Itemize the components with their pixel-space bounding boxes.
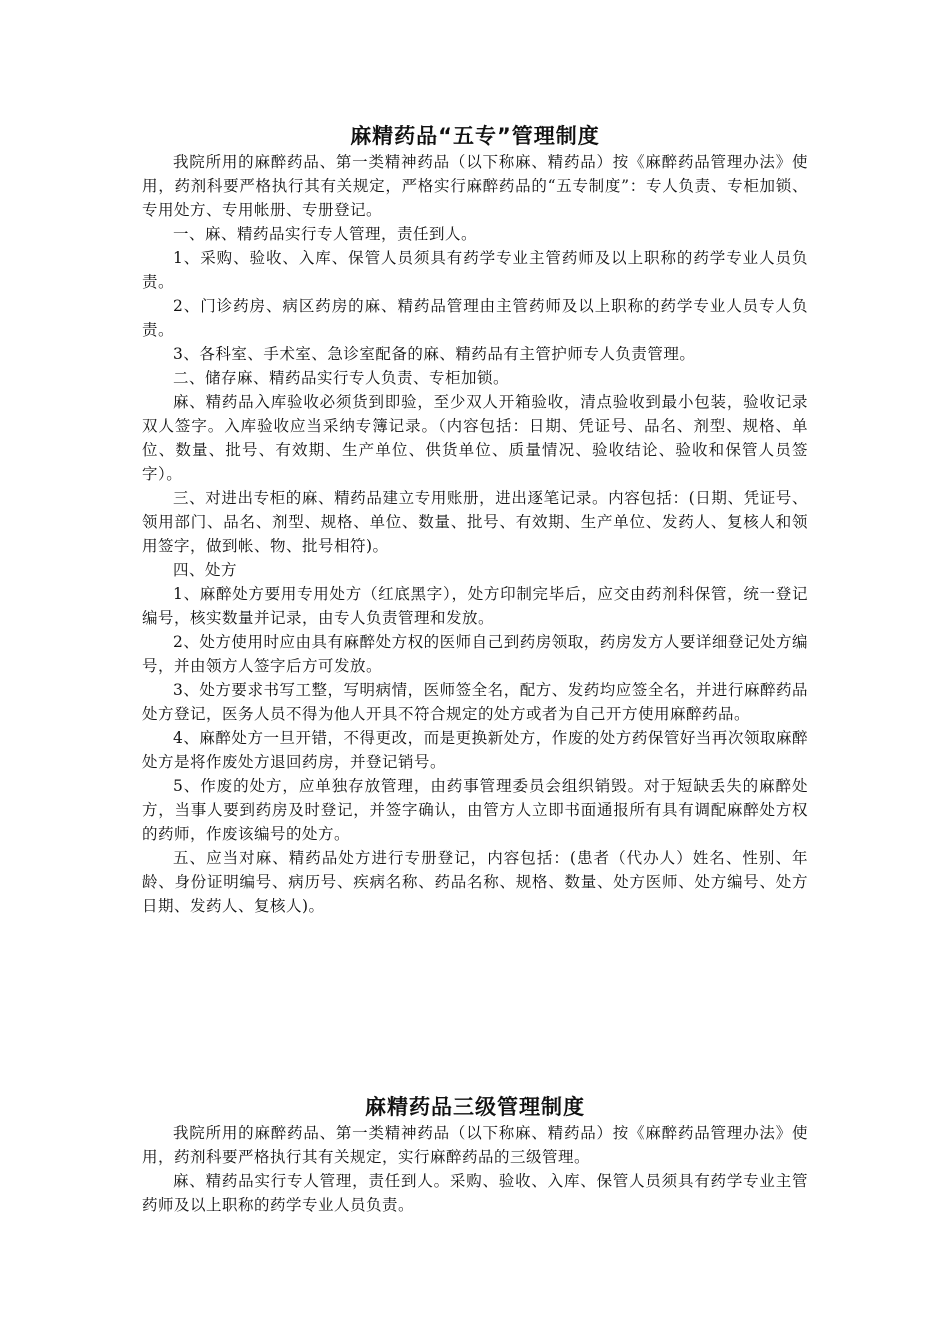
paragraph: 5、作废的处方，应单独存放管理，由药事管理委员会组织销毁。对于短缺丢失的麻醉处方，当事人要到药房及时登记，并签字确认，由管方人立即书面通报所有具有调配麻醉处方权的药师，作废该编号的处方。 (142, 777, 808, 843)
paragraph: 三、对进出专柜的麻、精药品建立专用账册，进出逐笔记录。内容包括：(日期、凭证号、领用部门、品名、剂型、规格、单位、数量、批号、有效期、生产单位、发药人、复核人和领用签字，做到帐、物、批号相符)。 (142, 489, 808, 555)
paragraph: 麻、精药品入库验收必须货到即验，至少双人开箱验收，清点验收到最小包装，验收记录双人签字。入库验收应当采纳专簿记录。（内容包括：日期、凭证号、品名、剂型、规格、单位、数量、批号、有效期、生产单位、供货单位、质量情况、验收结论、验收和保管人员签字）。 (142, 393, 808, 483)
section-three-level-management (142, 1093, 808, 1217)
paragraph: 1、麻醉处方要用专用处方（红底黑字），处方印制完毕后，应交由药剂科保管，统一登记编号，核实数量并记录，由专人负责管理和发放。 (142, 585, 808, 627)
paragraph: 3、处方要求书写工整，写明病情，医师签全名，配方、发药均应签全名，并进行麻醉药品处方登记，医务人员不得为他人开具不符合规定的处方或者为自己开方使用麻醉药品。 (142, 681, 808, 723)
paragraph: 麻、精药品实行专人管理，责任到人。采购、验收、入库、保管人员须具有药学专业主管药师及以上职称的药学专业人员负责。 (142, 1172, 808, 1214)
paragraph: 二、储存麻、精药品实行专人负责、专柜加锁。 (173, 369, 510, 387)
paragraph: 四、处方 (173, 561, 238, 579)
paragraph: 一、麻、精药品实行专人管理，责任到人。 (173, 225, 478, 243)
section-five-special-management (142, 122, 808, 918)
paragraph: 3、各科室、手术室、急诊室配备的麻、精药品有主管护师专人负责管理。 (173, 345, 696, 363)
paragraph: 五、应当对麻、精药品处方进行专册登记，内容包括：(患者（代办人）姓名、性别、年龄、身份证明编号、病历号、疾病名称、药品名称、规格、数量、处方医师、处方编号、处方日期、发药人、复核人)。 (142, 849, 808, 915)
paragraph: 我院所用的麻醉药品、第一类精神药品（以下称麻、精药品）按《麻醉药品管理办法》使用，药剂科要严格执行其有关规定，严格实行麻醉药品的“五专制度”：专人负责、专柜加锁、专用处方、专用帐册、专册登记。 (142, 153, 808, 219)
paragraph: 1、采购、验收、入库、保管人员须具有药学专业主管药师及以上职称的药学专业人员负责。 (142, 249, 808, 291)
section-title: 麻精药品三级管理制度 (365, 1095, 585, 1119)
paragraph: 我院所用的麻醉药品、第一类精神药品（以下称麻、精药品）按《麻醉药品管理办法》使用，药剂科要严格执行其有关规定，实行麻醉药品的三级管理。 (142, 1124, 808, 1166)
paragraph: 4、麻醉处方一旦开错，不得更改，而是更换新处方，作废的处方药保管好当再次领取麻醉处方是将作废处方退回药房，并登记销号。 (142, 729, 808, 771)
paragraph: 2、门诊药房、病区药房的麻、精药品管理由主管药师及以上职称的药学专业人员专人负责。 (142, 297, 808, 339)
section-title: 麻精药品“五专”管理制度 (350, 124, 600, 148)
paragraph: 2、处方使用时应由具有麻醉处方权的医师自己到药房领取，药房发方人要详细登记处方编号，并由领方人签字后方可发放。 (142, 633, 808, 675)
